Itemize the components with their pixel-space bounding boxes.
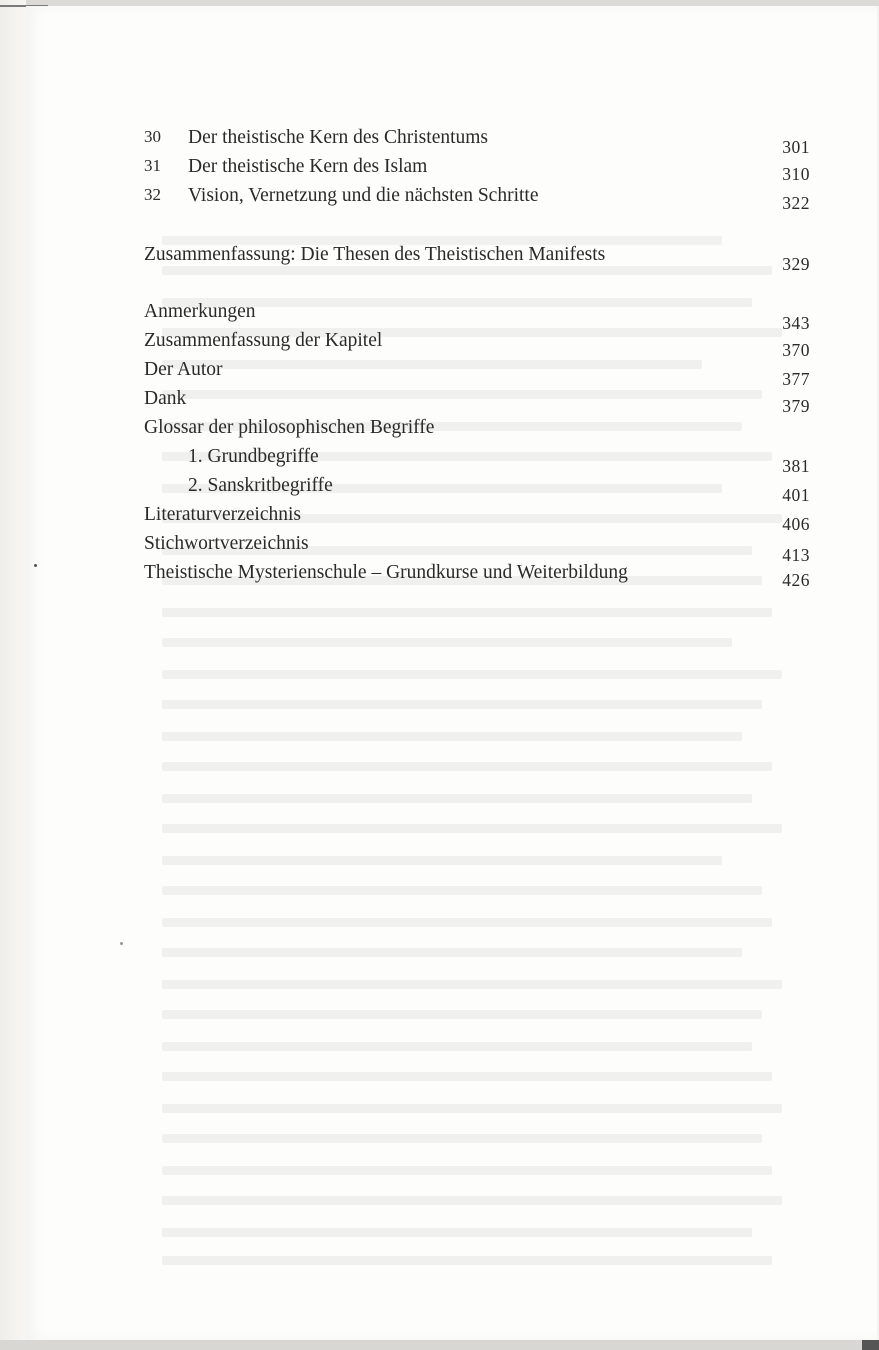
page-number: 370 [782, 340, 810, 360]
chapter-title: Der theistische Kern des Islam [188, 156, 428, 177]
appendix-title: Theistische Mysterienschule – Grundkurse und Weiterbildung [144, 562, 628, 583]
toc-appendix-dank[interactable] [144, 388, 810, 416]
page-edge-bottom [0, 1340, 879, 1350]
page-speck [34, 564, 37, 567]
appendix-title: Der Autor [144, 359, 223, 380]
toc-appendix-glossar[interactable] [144, 417, 804, 445]
page-number: 322 [782, 193, 810, 213]
toc-appendix-autor[interactable] [144, 359, 810, 389]
appendix-title: Anmerkungen [144, 301, 256, 322]
chapter-number: 31 [144, 156, 161, 175]
scan-corner-mark [862, 1340, 879, 1350]
page-number: 377 [782, 369, 810, 389]
toc-appendix-anmerkungen[interactable] [144, 301, 810, 333]
chapter-title: Der theistische Kern des Christentums [188, 127, 489, 148]
toc-chapter-32[interactable] [144, 185, 810, 213]
page-number: 381 [782, 456, 810, 476]
appendix-title: Zusammenfassung der Kapitel [144, 330, 383, 351]
appendix-title: Literaturverzeichnis [144, 504, 301, 525]
toc-appendix-literatur[interactable] [144, 504, 810, 534]
page-number: 379 [782, 396, 810, 416]
appendix-title: Dank [144, 388, 187, 409]
page-speck [120, 942, 123, 945]
toc-appendix-stichwort[interactable] [144, 533, 810, 565]
page-number: 329 [782, 254, 810, 274]
toc-appendix-mysterienschule[interactable] [144, 562, 810, 590]
chapter-title: Vision, Vernetzung und die nächsten Schritte [188, 185, 539, 206]
toc-chapter-30[interactable] [144, 127, 810, 157]
summary-title: Zusammenfassung: Die Thesen des Theistischen Manifests [144, 244, 606, 265]
appendix-title: Glossar der philosophischen Begriffe [144, 417, 435, 438]
page-number: 343 [782, 313, 810, 333]
page-number: 301 [782, 137, 810, 157]
toc-appendix-sanskritbegriffe[interactable] [144, 475, 810, 505]
page-number: 406 [782, 514, 810, 534]
page-number: 413 [782, 545, 810, 565]
page-number: 401 [782, 485, 810, 505]
appendix-subtitle: 2. Sanskritbegriffe [188, 475, 333, 496]
page-number: 426 [782, 570, 810, 590]
appendix-subtitle: 1. Grundbegriffe [188, 446, 319, 467]
toc-summary[interactable] [144, 244, 810, 274]
chapter-number: 32 [144, 185, 161, 204]
toc-appendix-grundbegriffe[interactable] [144, 446, 810, 476]
toc-chapter-31[interactable] [144, 156, 810, 184]
page-number: 310 [782, 164, 810, 184]
appendix-title: Stichwortverzeichnis [144, 533, 309, 554]
page-edge-left [0, 0, 26, 1350]
chapter-number: 30 [144, 127, 161, 146]
toc-appendix-zusammenfassung[interactable] [144, 330, 810, 360]
